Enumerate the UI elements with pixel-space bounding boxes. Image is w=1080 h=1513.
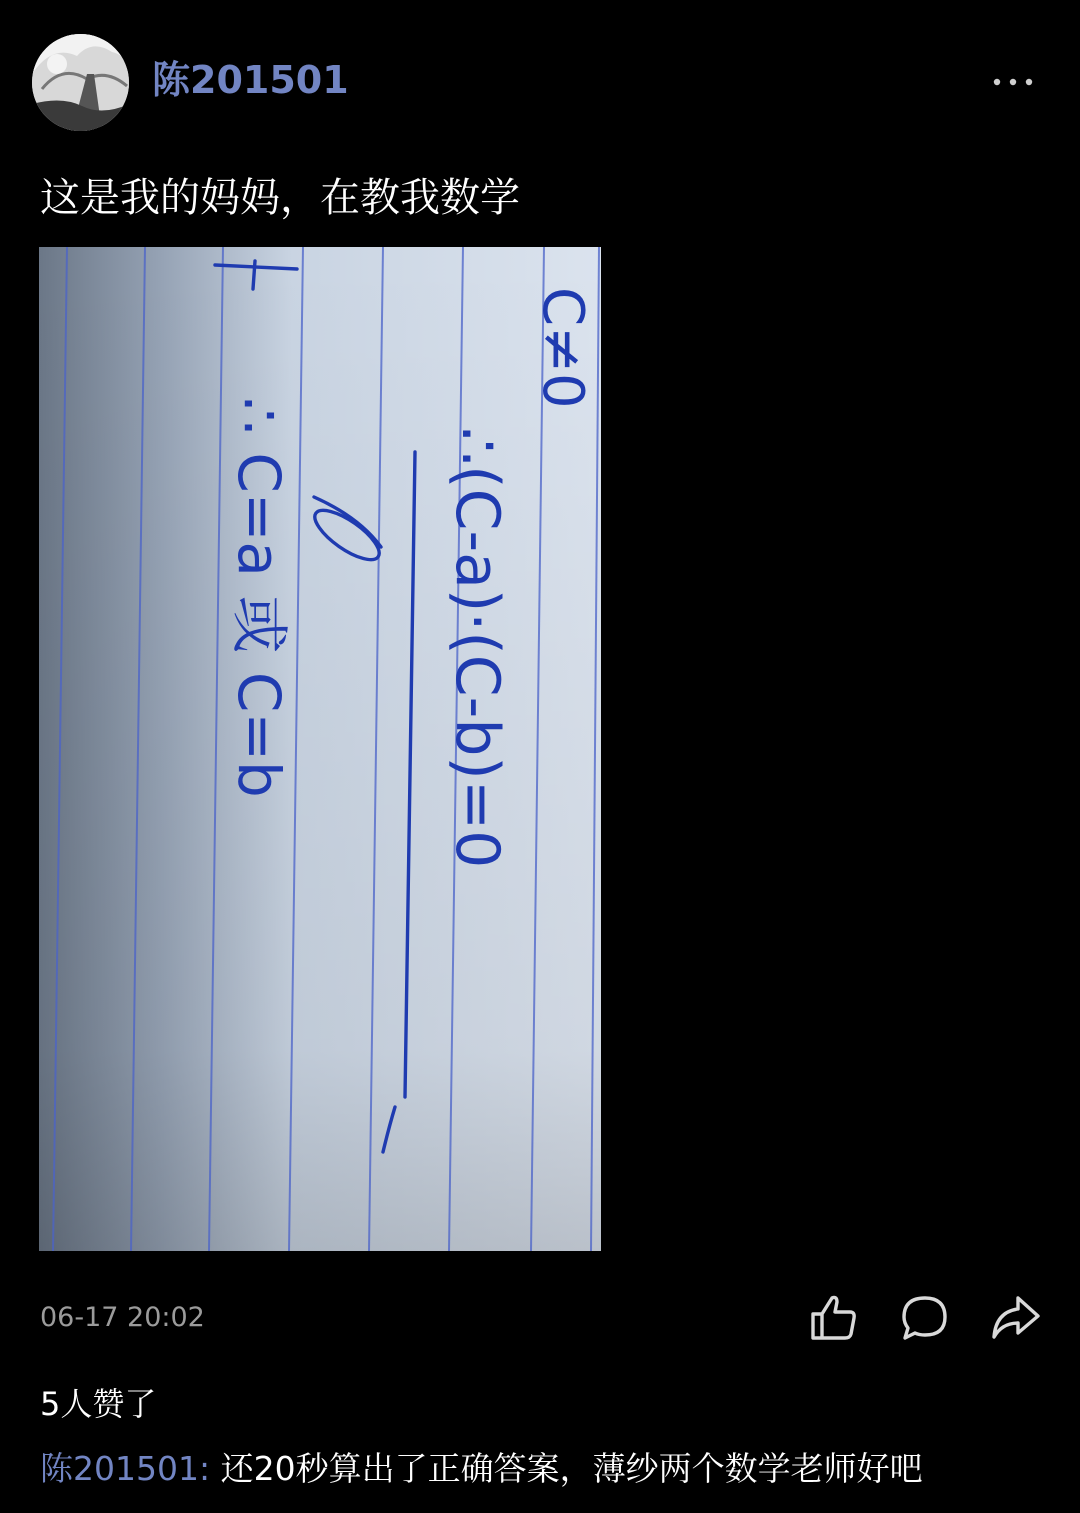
more-dots-icon	[986, 66, 1040, 96]
handwriting-line-3: ∴ C=a 或 C=b	[225, 397, 293, 798]
comment-text: 还20秒算出了正确答案，薄纱两个数学老师好吧	[220, 1449, 923, 1488]
handwriting-line-1: C≠0	[530, 287, 595, 409]
likes-summary[interactable]: 5人赞了	[40, 1385, 157, 1423]
comment-item[interactable]	[40, 1446, 923, 1492]
avatar-image	[32, 34, 129, 131]
post-author[interactable]: 陈201501	[152, 58, 349, 102]
post-photo[interactable]	[39, 247, 601, 1251]
thumbs-up-icon	[806, 1290, 862, 1346]
comment-button[interactable]	[897, 1290, 953, 1346]
notebook-photo	[39, 247, 601, 1251]
comment-author[interactable]: 陈201501:	[40, 1449, 211, 1488]
comment-bubble-icon	[897, 1290, 953, 1346]
post-timestamp: 06-17 20:02	[40, 1302, 205, 1333]
handwriting-line-2: ∴(C-a)·(C-b)=0	[442, 427, 512, 869]
avatar[interactable]	[32, 34, 129, 131]
share-button[interactable]	[988, 1290, 1044, 1346]
post-text: 这是我的妈妈，在教我数学	[40, 175, 520, 221]
share-arrow-icon	[988, 1290, 1044, 1346]
more-button[interactable]	[986, 66, 1040, 96]
like-button[interactable]	[806, 1290, 862, 1346]
